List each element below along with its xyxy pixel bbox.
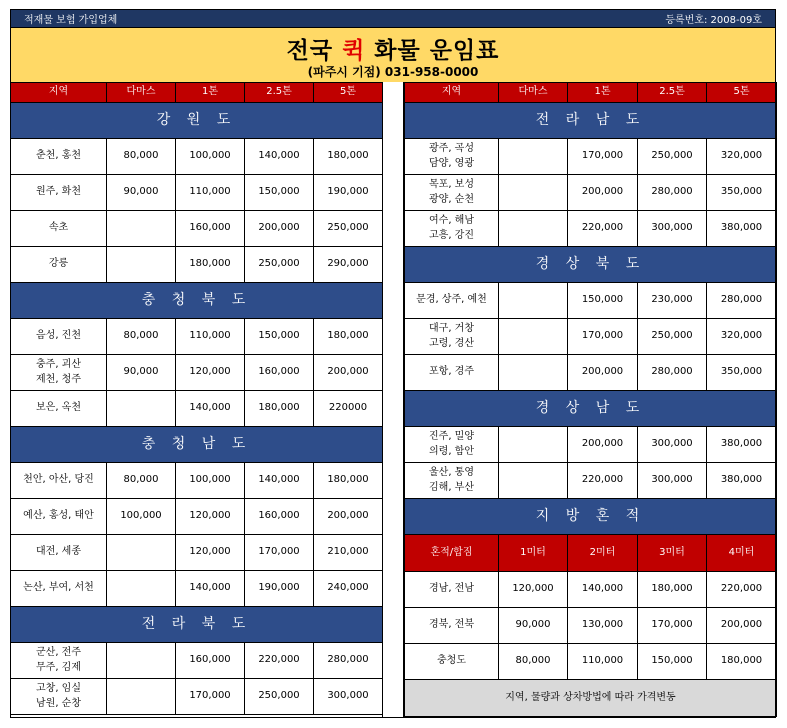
price-cell: 230,000 — [638, 283, 707, 319]
price-cell: 200,000 — [314, 499, 383, 535]
region-line: 남원, 순창 — [36, 697, 81, 709]
section-title: 경 상 남 도 — [405, 391, 777, 427]
region-cell — [405, 319, 499, 355]
price-cell: 300,000 — [314, 679, 383, 715]
region-line: 제천, 청주 — [36, 373, 81, 385]
region-line: 원주, 화천 — [36, 186, 81, 198]
price-cell: 300,000 — [638, 427, 707, 463]
price-cell: 180,000 — [638, 572, 707, 608]
column-header: 2미터 — [568, 535, 638, 572]
column-header: 5톤 — [314, 83, 383, 103]
region-cell — [405, 644, 499, 680]
price-cell — [499, 463, 568, 499]
price-cell: 350,000 — [707, 355, 777, 391]
table-row — [405, 608, 777, 644]
region-cell — [405, 608, 499, 644]
price-cell: 250,000 — [638, 139, 707, 175]
price-cell: 170,000 — [638, 608, 707, 644]
table-row — [405, 463, 777, 499]
price-cell: 180,000 — [707, 644, 777, 680]
region-line: 경북, 전북 — [429, 619, 474, 631]
price-cell: 160,000 — [176, 643, 245, 679]
price-cell: 170,000 — [568, 139, 638, 175]
price-cell: 200,000 — [245, 211, 314, 247]
table-row — [405, 283, 777, 319]
price-cell: 170,000 — [568, 319, 638, 355]
price-cell: 380,000 — [707, 211, 777, 247]
region-section-row — [11, 427, 383, 463]
table-row — [11, 643, 383, 679]
price-cell: 90,000 — [499, 608, 568, 644]
region-section-row — [405, 391, 777, 427]
price-cell: 110,000 — [568, 644, 638, 680]
region-cell — [405, 175, 499, 211]
price-cell — [499, 319, 568, 355]
region-line: 충청도 — [437, 655, 466, 667]
region-line: 의령, 함안 — [429, 445, 474, 457]
column-header: 5톤 — [707, 83, 777, 103]
price-cell: 180,000 — [314, 139, 383, 175]
table-row — [11, 247, 383, 283]
region-line: 여수, 해남 — [429, 215, 474, 226]
price-cell: 210,000 — [314, 535, 383, 571]
region-line: 고령, 경산 — [429, 337, 474, 349]
note-row — [405, 680, 777, 717]
table-row — [11, 391, 383, 427]
region-cell — [11, 355, 107, 391]
column-header: 1톤 — [568, 83, 638, 103]
table-row — [405, 319, 777, 355]
table-row — [11, 499, 383, 535]
region-line: 김해, 부산 — [429, 481, 474, 493]
title-box — [10, 27, 776, 82]
mixed-section-row — [405, 499, 777, 535]
region-cell — [11, 463, 107, 499]
price-cell — [107, 643, 176, 679]
price-cell: 120,000 — [499, 572, 568, 608]
page-title — [10, 32, 776, 65]
region-line: 보은, 옥천 — [36, 402, 81, 414]
price-cell: 180,000 — [314, 463, 383, 499]
region-line: 예산, 홍성, 태안 — [23, 510, 94, 522]
price-cell: 100,000 — [107, 499, 176, 535]
price-cell: 170,000 — [245, 535, 314, 571]
column-header: 지역 — [405, 83, 499, 103]
column-header: 3미터 — [638, 535, 707, 572]
price-cell: 100,000 — [176, 139, 245, 175]
region-line: 광주, 곡성 — [429, 143, 474, 154]
price-cell: 200,000 — [707, 608, 777, 644]
region-line: 포항, 경주 — [429, 366, 474, 378]
price-cell: 160,000 — [245, 355, 314, 391]
price-cell: 240,000 — [314, 571, 383, 607]
price-cell: 150,000 — [245, 175, 314, 211]
price-cell: 380,000 — [707, 427, 777, 463]
table-row — [11, 571, 383, 607]
price-cell: 350,000 — [707, 175, 777, 211]
price-cell: 250,000 — [638, 319, 707, 355]
price-cell — [107, 391, 176, 427]
region-cell — [11, 391, 107, 427]
price-cell: 300,000 — [638, 211, 707, 247]
price-cell — [107, 211, 176, 247]
left-fare-table — [10, 82, 383, 715]
region-line: 대전, 세종 — [36, 546, 81, 558]
price-cell: 130,000 — [568, 608, 638, 644]
table-row — [11, 211, 383, 247]
column-header: 다마스 — [107, 83, 176, 103]
region-cell — [11, 139, 107, 175]
region-line: 음성, 진천 — [36, 330, 81, 342]
price-cell: 80,000 — [107, 319, 176, 355]
region-line: 울산, 통영 — [429, 467, 474, 478]
title-prefix: 전국 — [286, 38, 343, 64]
region-cell — [405, 139, 499, 175]
region-line: 논산, 부여, 서천 — [23, 582, 94, 594]
region-line: 충주, 괴산 — [36, 359, 81, 370]
price-cell: 180,000 — [176, 247, 245, 283]
price-cell: 190,000 — [314, 175, 383, 211]
region-line: 문경, 상주, 예천 — [416, 294, 487, 306]
region-cell — [405, 211, 499, 247]
region-cell — [11, 499, 107, 535]
table-row — [405, 427, 777, 463]
region-section-row — [11, 103, 383, 139]
table-row — [11, 679, 383, 715]
price-cell: 220000 — [314, 391, 383, 427]
price-cell: 250,000 — [314, 211, 383, 247]
price-cell: 140,000 — [176, 571, 245, 607]
price-cell: 160,000 — [176, 211, 245, 247]
page-subtitle: (파주시 기점) 031-958-0000 — [307, 65, 479, 79]
region-cell — [11, 211, 107, 247]
price-cell: 200,000 — [568, 355, 638, 391]
registration-number: 등록번호: 2008-09호 — [665, 15, 762, 26]
table-row — [11, 175, 383, 211]
header-row — [405, 83, 777, 103]
section-title: 전 라 남 도 — [405, 103, 777, 139]
price-cell: 120,000 — [176, 499, 245, 535]
region-cell — [405, 283, 499, 319]
region-cell — [11, 175, 107, 211]
region-cell — [11, 319, 107, 355]
column-header: 1미터 — [499, 535, 568, 572]
price-cell — [499, 211, 568, 247]
region-line: 강릉 — [48, 258, 69, 270]
price-cell: 100,000 — [176, 463, 245, 499]
region-line: 대구, 거창 — [429, 323, 474, 334]
price-cell: 80,000 — [107, 463, 176, 499]
table-row — [11, 319, 383, 355]
region-line: 광양, 순천 — [429, 193, 474, 205]
insurance-label: 적재물 보험 가입업체 — [24, 15, 118, 26]
column-header: 혼적/합짐 — [405, 535, 499, 572]
header-row — [405, 535, 777, 572]
table-row — [405, 211, 777, 247]
price-cell: 220,000 — [245, 643, 314, 679]
column-header: 4미터 — [707, 535, 777, 572]
price-cell: 110,000 — [176, 319, 245, 355]
region-cell — [405, 572, 499, 608]
region-line: 경남, 전남 — [429, 583, 474, 595]
column-header: 2.5톤 — [638, 83, 707, 103]
region-line: 진주, 밀양 — [429, 431, 474, 442]
price-cell — [499, 283, 568, 319]
region-cell — [11, 535, 107, 571]
table-row — [405, 572, 777, 608]
price-cell: 200,000 — [314, 355, 383, 391]
price-cell: 280,000 — [707, 283, 777, 319]
region-cell — [11, 571, 107, 607]
table-row — [11, 463, 383, 499]
price-cell: 160,000 — [245, 499, 314, 535]
table-row — [405, 644, 777, 680]
price-cell — [499, 139, 568, 175]
region-cell — [11, 643, 107, 679]
price-cell: 190,000 — [245, 571, 314, 607]
price-cell: 150,000 — [245, 319, 314, 355]
price-cell: 300,000 — [638, 463, 707, 499]
price-cell: 80,000 — [499, 644, 568, 680]
price-note: 지역, 물량과 상차방법에 따라 가격변동 — [405, 680, 777, 717]
price-cell: 250,000 — [245, 679, 314, 715]
region-cell — [11, 679, 107, 715]
title-quick: 퀵 — [342, 38, 366, 64]
region-line: 속초 — [48, 222, 69, 234]
region-section-row — [405, 103, 777, 139]
price-cell — [107, 679, 176, 715]
region-section-row — [11, 607, 383, 643]
section-title: 경 상 북 도 — [405, 247, 777, 283]
section-title: 지 방 혼 적 — [405, 499, 777, 535]
region-line: 무주, 김제 — [36, 661, 81, 673]
region-section-row — [405, 247, 777, 283]
title-suffix: 화물 운임표 — [365, 38, 500, 64]
price-cell: 200,000 — [568, 427, 638, 463]
column-header: 2.5톤 — [245, 83, 314, 103]
price-cell: 220,000 — [568, 211, 638, 247]
price-cell: 290,000 — [314, 247, 383, 283]
price-cell: 110,000 — [176, 175, 245, 211]
section-title: 전 라 북 도 — [11, 607, 383, 643]
region-cell — [11, 247, 107, 283]
price-cell: 80,000 — [107, 139, 176, 175]
column-divider — [382, 82, 404, 718]
price-cell — [107, 535, 176, 571]
region-line: 춘천, 홍천 — [36, 150, 81, 162]
table-row — [405, 355, 777, 391]
region-section-row — [11, 283, 383, 319]
price-cell: 220,000 — [568, 463, 638, 499]
section-title: 충 청 북 도 — [11, 283, 383, 319]
region-line: 담양, 영광 — [429, 157, 474, 169]
table-row — [11, 139, 383, 175]
top-banner — [10, 9, 776, 27]
price-cell — [107, 247, 176, 283]
price-cell — [499, 427, 568, 463]
table-row — [405, 175, 777, 211]
price-cell: 220,000 — [707, 572, 777, 608]
section-title: 충 청 남 도 — [11, 427, 383, 463]
region-cell — [405, 427, 499, 463]
price-cell: 120,000 — [176, 535, 245, 571]
price-cell: 90,000 — [107, 175, 176, 211]
region-cell — [405, 355, 499, 391]
column-header: 다마스 — [499, 83, 568, 103]
price-cell — [499, 175, 568, 211]
region-line: 군산, 전주 — [36, 647, 81, 658]
region-line: 고흥, 강진 — [429, 229, 474, 241]
table-row — [11, 535, 383, 571]
price-cell: 380,000 — [707, 463, 777, 499]
price-cell: 280,000 — [314, 643, 383, 679]
price-cell: 170,000 — [176, 679, 245, 715]
price-cell: 200,000 — [568, 175, 638, 211]
price-cell — [107, 571, 176, 607]
price-cell: 140,000 — [568, 572, 638, 608]
price-cell: 150,000 — [638, 644, 707, 680]
price-cell: 280,000 — [638, 175, 707, 211]
column-header: 지역 — [11, 83, 107, 103]
price-cell: 120,000 — [176, 355, 245, 391]
section-title: 강 원 도 — [11, 103, 383, 139]
price-cell: 280,000 — [638, 355, 707, 391]
price-cell: 140,000 — [245, 463, 314, 499]
region-line: 천안, 아산, 당진 — [23, 474, 94, 486]
right-fare-table — [404, 82, 777, 717]
price-cell: 140,000 — [176, 391, 245, 427]
table-row — [11, 355, 383, 391]
price-cell: 320,000 — [707, 139, 777, 175]
column-header: 1톤 — [176, 83, 245, 103]
region-line: 고창, 임실 — [36, 683, 81, 694]
price-cell: 180,000 — [245, 391, 314, 427]
region-line: 목포, 보성 — [429, 179, 474, 190]
price-cell: 150,000 — [568, 283, 638, 319]
price-cell: 140,000 — [245, 139, 314, 175]
price-cell: 180,000 — [314, 319, 383, 355]
region-cell — [405, 463, 499, 499]
table-row — [405, 139, 777, 175]
header-row — [11, 83, 383, 103]
price-cell: 90,000 — [107, 355, 176, 391]
price-cell: 320,000 — [707, 319, 777, 355]
price-cell: 250,000 — [245, 247, 314, 283]
price-cell — [499, 355, 568, 391]
